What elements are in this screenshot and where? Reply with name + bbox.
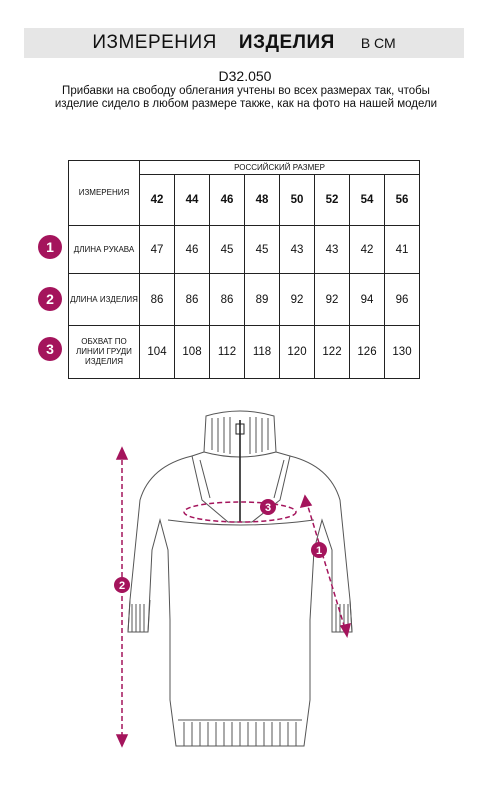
table-cell: 92 xyxy=(315,274,350,326)
size-header: 46 xyxy=(210,175,245,226)
size-header: 48 xyxy=(245,175,280,226)
title-bar xyxy=(24,28,464,58)
table-cell: 43 xyxy=(315,226,350,274)
size-header: 54 xyxy=(350,175,385,226)
measure-marker-2 xyxy=(114,577,130,593)
svg-text:1: 1 xyxy=(315,545,323,557)
title-part1: ИЗМЕРЕНИЯ xyxy=(92,32,217,53)
row-label: ОБХВАТ ПО ЛИНИИ ГРУДИ ИЗДЕЛИЯ xyxy=(69,326,140,379)
table-cell: 94 xyxy=(350,274,385,326)
table-cell: 43 xyxy=(280,226,315,274)
table-cell: 130 xyxy=(385,326,420,379)
measure-marker-3 xyxy=(260,499,276,515)
dress-outline xyxy=(128,411,352,746)
row-number-badge: 1 xyxy=(38,235,62,259)
table-cell: 112 xyxy=(210,326,245,379)
size-group-label: РОССИЙСКИЙ РАЗМЕР xyxy=(140,161,420,175)
corner-label: ИЗМЕРЕНИЯ xyxy=(69,161,140,226)
table-cell: 92 xyxy=(280,274,315,326)
measure-marker-1 xyxy=(311,542,327,558)
table-cell: 118 xyxy=(245,326,280,379)
table-cell: 41 xyxy=(385,226,420,274)
table-cell: 86 xyxy=(210,274,245,326)
row-label: ДЛИНА РУКАВА xyxy=(69,226,140,274)
size-header: 42 xyxy=(140,175,175,226)
table-cell: 45 xyxy=(245,226,280,274)
size-header: 44 xyxy=(175,175,210,226)
table-row xyxy=(69,326,420,379)
table-cell: 46 xyxy=(175,226,210,274)
table-cell: 89 xyxy=(245,274,280,326)
table-cell: 86 xyxy=(140,274,175,326)
article-number: D32.050 xyxy=(218,68,272,84)
table-cell: 45 xyxy=(210,226,245,274)
row-number-badge: 2 xyxy=(38,287,62,311)
table-row xyxy=(69,274,420,326)
table-cell: 108 xyxy=(175,326,210,379)
row-label: ДЛИНА ИЗДЕЛИЯ xyxy=(69,274,140,326)
size-table xyxy=(68,160,420,379)
table-cell: 42 xyxy=(350,226,385,274)
title-part2: ИЗДЕЛИЯ xyxy=(238,32,335,53)
size-header: 52 xyxy=(315,175,350,226)
size-header: 56 xyxy=(385,175,420,226)
size-header: 50 xyxy=(280,175,315,226)
svg-text:3: 3 xyxy=(264,502,272,514)
table-row xyxy=(69,226,420,274)
table-cell: 120 xyxy=(280,326,315,379)
fit-note: Прибавки на свободу облегания учтены во всех размерах так, чтобы изделие сидело в любом размере также, как на фото на нашей модели xyxy=(54,85,438,110)
svg-text:2: 2 xyxy=(118,580,126,592)
table-cell: 47 xyxy=(140,226,175,274)
table-cell: 126 xyxy=(350,326,385,379)
table-cell: 104 xyxy=(140,326,175,379)
dress-technical-sketch xyxy=(0,400,490,760)
table-cell: 96 xyxy=(385,274,420,326)
table-cell: 86 xyxy=(175,274,210,326)
row-number-badge: 3 xyxy=(38,337,62,361)
unit-label: В СМ xyxy=(360,35,396,51)
table-cell: 122 xyxy=(315,326,350,379)
measurement-lines xyxy=(117,448,350,746)
